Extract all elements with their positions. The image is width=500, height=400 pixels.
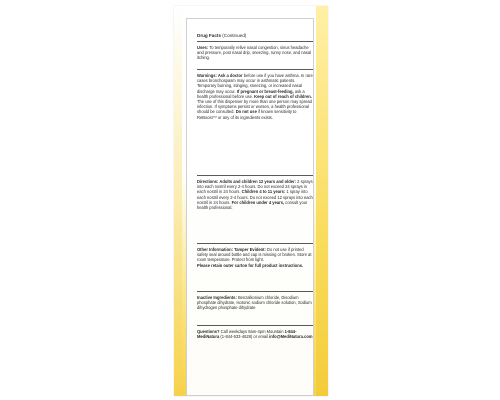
warnings-pregnant: If pregnant or breast-feeding, [236,88,294,94]
directions-text-2: 1 spray into each nostril every 2-4 hours. Do not exceed 12 sprays into each nostril in 24 hours. [197,189,313,205]
uses-divider [197,69,313,70]
warnings-text-4: if known sensitivity to ReBoost™ or any of its ingredients exists. [197,109,297,120]
warnings-section [197,73,313,120]
left-accent-strip [174,6,182,396]
directions-text-1: 2 sprays into each nostril every 2-4 hours. Do not exceed 24 sprays in each nostril in 24 hours. [197,179,313,195]
questions-phone: 1-844-MediNatura [197,329,297,340]
questions-label: Questions? [197,329,220,334]
warnings-text-1: before use if you have asthma. In rare cases bronchospasm may occur in asthmatic patients. Temporary burning, stinging, sneezing, or increased nasal discharge may occur. [197,73,313,94]
uses-label: Uses: [197,45,209,50]
other-information-section [197,247,313,268]
other-information-label: Other Information: Tamper Evident: [197,247,266,252]
questions-email: info@MediNatura.com [269,334,313,340]
inactive-ingredients-label: Inactive Ingredients: [197,295,237,300]
uses-section [197,45,313,61]
questions-section [197,329,313,339]
warnings-text-2: ask a health professional before use. [197,88,305,99]
uses-text: To temporarily relive nasal congestion, sinus headache and pressure, post nasal drip, sneezing, runny nose, and nasal itching. [197,45,312,61]
directions-label: Directions: Adults and children 12 years and older: [197,179,297,184]
inactive-ingredients-text: Benzalkonium chloride, Disodium phosphate dihydrate, Isotonic sodium chloride solution, Sodium dihydrogen phosphate dihydrate [197,295,312,311]
inactive-ingredients-section [197,295,313,311]
directions-section [197,179,313,210]
inactive-divider [197,325,313,326]
directions-children-4-11: Children 4 to 11 years: [241,189,286,195]
directions-text-3: consult your health professional. [197,199,308,211]
drug-facts-title: Drug Facts [197,33,221,38]
other-information-divider [197,291,313,292]
warnings-keep-out: Keep out of reach of children. [254,93,312,99]
drug-facts-continued: (Continued) [221,33,247,38]
retain-carton-note: Please retain outer carton for full product instructions. [197,262,304,268]
carton-side-panel [174,6,328,396]
other-information-text: Do not use if printed safety seal around bottle and cap is missing or broken. Store at room temperature. Protect from light. [197,247,312,263]
header-divider [197,41,313,42]
directions-children-under-4: For children under 4 years, [231,199,285,205]
drug-facts-header [197,33,313,38]
drug-facts-panel [186,18,314,396]
warnings-label: Warnings: Ask a doctor [197,73,243,78]
warnings-do-not-use: Do not use [235,109,257,115]
directions-divider [197,243,313,244]
warnings-text-3: The use of this dispenser by more than one person may spread infection. If symptoms persist or worsen, a health professional should be consulted. [197,99,312,115]
questions-text-2: (1-844-633-4628) or email [219,334,270,340]
questions-text-1: Call weekdays 8am-4pm Mountain [219,329,285,334]
warnings-divider [197,175,313,176]
